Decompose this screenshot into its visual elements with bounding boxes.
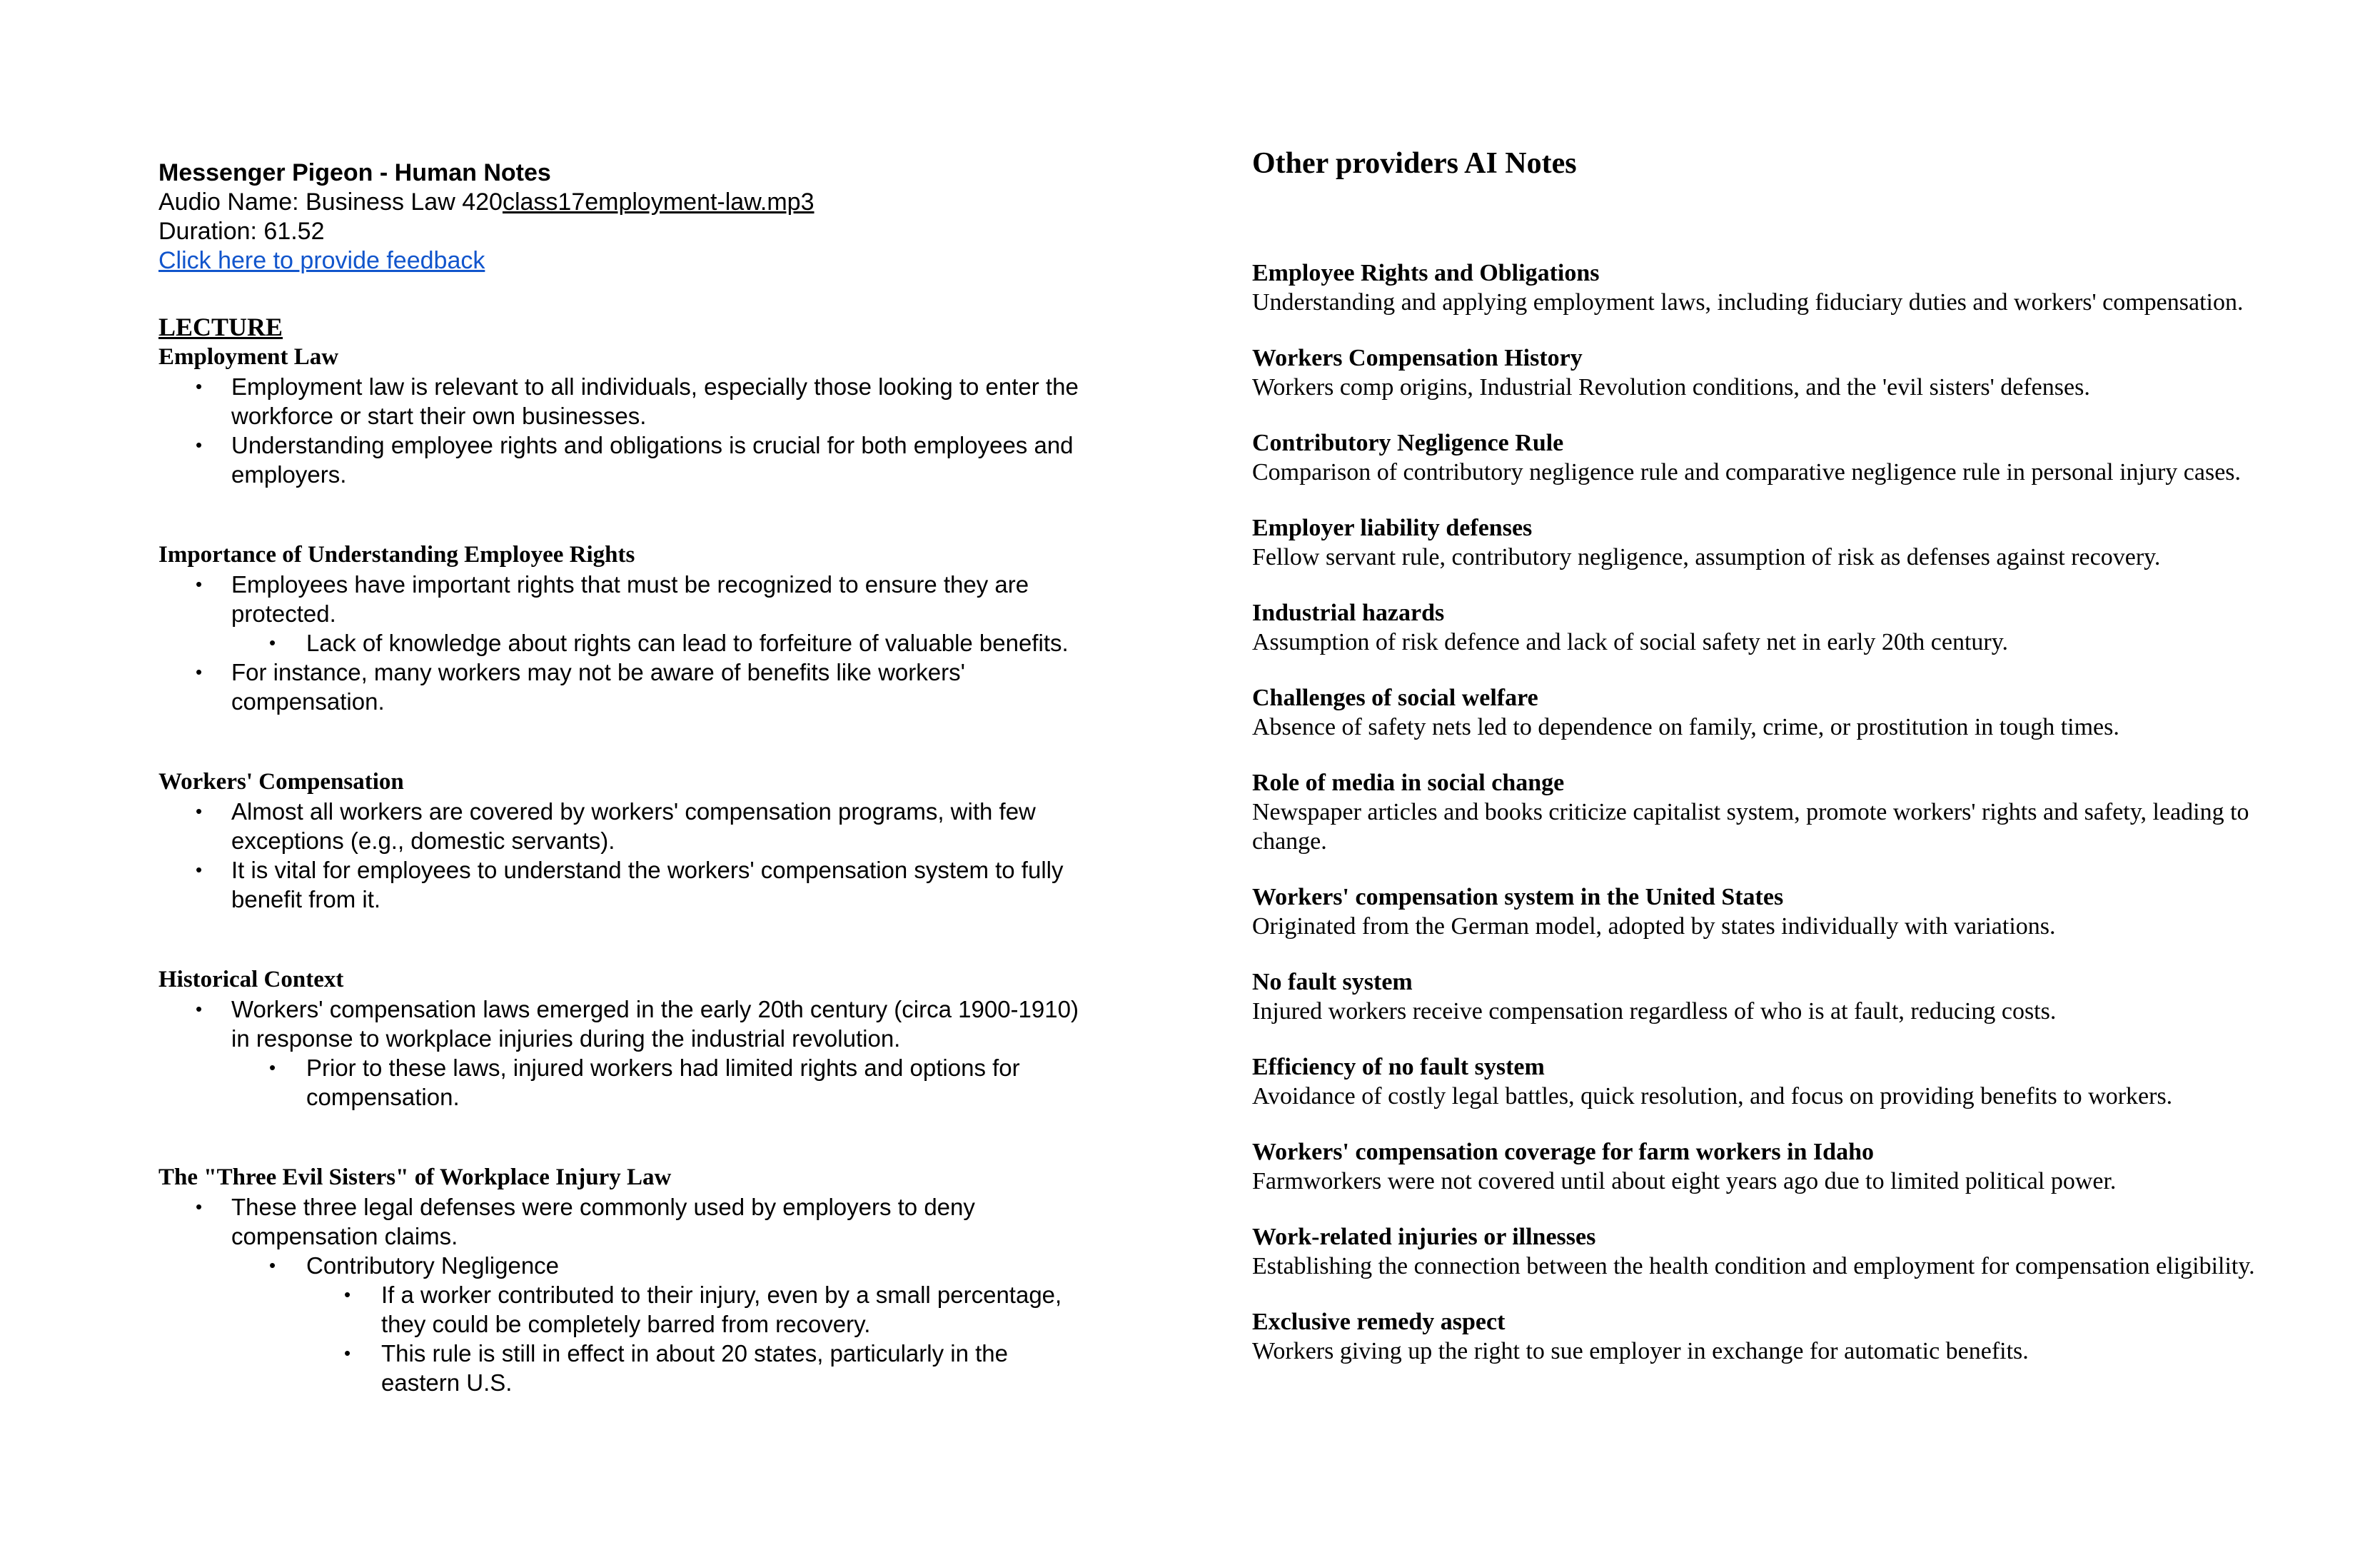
ai-note-item bbox=[1252, 513, 2266, 572]
section-heading: Workers' Compensation bbox=[158, 769, 404, 795]
ai-notes-title: Other providers AI Notes bbox=[1252, 147, 1577, 180]
sub-bullet-list bbox=[231, 628, 1086, 658]
list-item-text: These three legal defenses were commonly used by employers to deny compensation claims. bbox=[231, 1194, 975, 1249]
ai-note-title: No fault system bbox=[1252, 969, 1413, 995]
ai-note-desc: Originated from the German model, adopted by states individually with variations. bbox=[1252, 913, 2056, 940]
ai-note-title: Industrial hazards bbox=[1252, 600, 1445, 626]
list-item: • It is vital for employees to understand the workers' compensation system to fully benefit from it. bbox=[158, 855, 1086, 914]
ai-note-desc: Newspaper articles and books criticize capitalist system, promote workers' rights and safety, leading to change. bbox=[1252, 799, 2249, 855]
audio-file-link[interactable]: class17employment-law.mp3 bbox=[502, 188, 815, 216]
ai-note-item bbox=[1252, 1137, 2266, 1196]
ai-note-item bbox=[1252, 1307, 2266, 1366]
ai-note-item bbox=[1252, 343, 2266, 402]
ai-note-desc: Workers comp origins, Industrial Revolution conditions, and the 'evil sisters' defenses. bbox=[1252, 374, 2090, 401]
list-item: • For instance, many workers may not be aware of benefits like workers' compensation. bbox=[158, 658, 1086, 716]
list-item bbox=[158, 995, 1086, 1112]
ai-note-item bbox=[1252, 1222, 2266, 1281]
bullet-list bbox=[158, 1192, 1086, 1397]
list-item-text: Contributory Negligence bbox=[306, 1252, 560, 1279]
bullet-list bbox=[158, 372, 1086, 489]
ai-note-item bbox=[1252, 428, 2266, 487]
list-item: • If a worker contributed to their injury, even by a small percentage, they could be completely barred from recovery. bbox=[306, 1280, 1086, 1339]
bullet-list bbox=[158, 995, 1086, 1112]
ai-note-item bbox=[1252, 967, 2266, 1026]
section-heading: Employment Law bbox=[158, 344, 339, 370]
list-item: • This rule is still in effect in about 20 states, particularly in the eastern U.S. bbox=[306, 1339, 1086, 1397]
list-item bbox=[158, 1192, 1086, 1397]
ai-note-desc: Workers giving up the right to sue employer in exchange for automatic benefits. bbox=[1252, 1338, 2029, 1364]
sub-sub-bullet-list bbox=[306, 1280, 1086, 1397]
list-item: • Almost all workers are covered by workers' compensation programs, with few exceptions (e.g., domestic servants). bbox=[158, 797, 1086, 855]
ai-note-title: Work-related injuries or illnesses bbox=[1252, 1224, 1596, 1250]
ai-note-item bbox=[1252, 598, 2266, 657]
bullet-list bbox=[158, 797, 1086, 914]
duration: Duration: 61.52 bbox=[158, 218, 325, 245]
section-three-evil-sisters bbox=[158, 1163, 1086, 1397]
ai-note-item bbox=[1252, 1052, 2266, 1111]
sub-bullet-list bbox=[231, 1053, 1086, 1112]
sub-bullet-list bbox=[231, 1251, 1086, 1397]
human-notes-title: Messenger Pigeon - Human Notes bbox=[158, 159, 551, 186]
ai-note-title: Employee Rights and Obligations bbox=[1252, 260, 1600, 286]
ai-note-desc: Understanding and applying employment laws, including fiduciary duties and workers' compensation. bbox=[1252, 289, 2244, 316]
bullet-list bbox=[158, 570, 1086, 716]
ai-note-desc: Absence of safety nets led to dependence on family, crime, or prostitution in tough times. bbox=[1252, 714, 2119, 740]
audio-name bbox=[158, 188, 1086, 217]
list-item-text: Employees have important rights that must be recognized to ensure they are protected. bbox=[231, 571, 1029, 627]
ai-note-title: Exclusive remedy aspect bbox=[1252, 1309, 1506, 1335]
ai-note-title: Employer liability defenses bbox=[1252, 515, 1533, 541]
ai-note-item bbox=[1252, 882, 2266, 941]
ai-note-item bbox=[1252, 683, 2266, 742]
ai-note-title: Efficiency of no fault system bbox=[1252, 1054, 1545, 1080]
ai-notes-column bbox=[1252, 146, 2266, 1366]
section-historical-context bbox=[158, 965, 1086, 1112]
lecture-heading: LECTURE bbox=[158, 313, 283, 341]
ai-note-title: Workers' compensation system in the United States bbox=[1252, 884, 1784, 910]
ai-note-title: Challenges of social welfare bbox=[1252, 685, 1538, 711]
list-item bbox=[231, 1251, 1086, 1397]
ai-note-desc: Injured workers receive compensation regardless of who is at fault, reducing costs. bbox=[1252, 998, 2057, 1025]
section-workers-compensation bbox=[158, 768, 1086, 914]
section-employee-rights bbox=[158, 540, 1086, 716]
section-heading: Historical Context bbox=[158, 967, 344, 992]
ai-note-desc: Farmworkers were not covered until about eight years ago due to limited political power. bbox=[1252, 1168, 2117, 1194]
ai-note-desc: Establishing the connection between the health condition and employment for compensation eligibility. bbox=[1252, 1253, 2255, 1279]
list-item: • Understanding employee rights and obligations is crucial for both employees and employers. bbox=[158, 431, 1086, 489]
ai-note-title: Contributory Negligence Rule bbox=[1252, 430, 1564, 456]
list-item: • Lack of knowledge about rights can lead to forfeiture of valuable benefits. bbox=[231, 628, 1086, 658]
ai-note-item bbox=[1252, 768, 2266, 856]
ai-note-desc: Comparison of contributory negligence rule and comparative negligence rule in personal injury cases. bbox=[1252, 459, 2242, 485]
ai-note-title: Workers Compensation History bbox=[1252, 345, 1583, 371]
ai-note-desc: Assumption of risk defence and lack of social safety net in early 20th century. bbox=[1252, 629, 2009, 655]
list-item bbox=[158, 570, 1086, 658]
ai-note-desc: Fellow servant rule, contributory negligence, assumption of risk as defenses against recovery. bbox=[1252, 544, 2161, 570]
ai-note-title: Role of media in social change bbox=[1252, 770, 1565, 796]
human-notes-column bbox=[158, 158, 1086, 1397]
list-item: • Prior to these laws, injured workers had limited rights and options for compensation. bbox=[231, 1053, 1086, 1112]
list-item-text: Workers' compensation laws emerged in the early 20th century (circa 1900-1910) in response to workplace injuries during the industrial revolution. bbox=[231, 996, 1079, 1052]
list-item: • Employment law is relevant to all individuals, especially those looking to enter the workforce or start their own businesses. bbox=[158, 372, 1086, 431]
ai-note-title: Workers' compensation coverage for farm workers in Idaho bbox=[1252, 1139, 1874, 1165]
section-heading: Importance of Understanding Employee Rights bbox=[158, 542, 635, 568]
ai-note-item bbox=[1252, 258, 2266, 317]
section-heading: The "Three Evil Sisters" of Workplace Injury Law bbox=[158, 1164, 672, 1190]
feedback-link[interactable]: Click here to provide feedback bbox=[158, 247, 485, 274]
ai-note-desc: Avoidance of costly legal battles, quick resolution, and focus on providing benefits to workers. bbox=[1252, 1083, 2173, 1109]
section-employment-law bbox=[158, 343, 1086, 489]
audio-name-label: Audio Name: Business Law 420 bbox=[158, 188, 503, 216]
ai-notes-list bbox=[1252, 258, 2266, 1366]
